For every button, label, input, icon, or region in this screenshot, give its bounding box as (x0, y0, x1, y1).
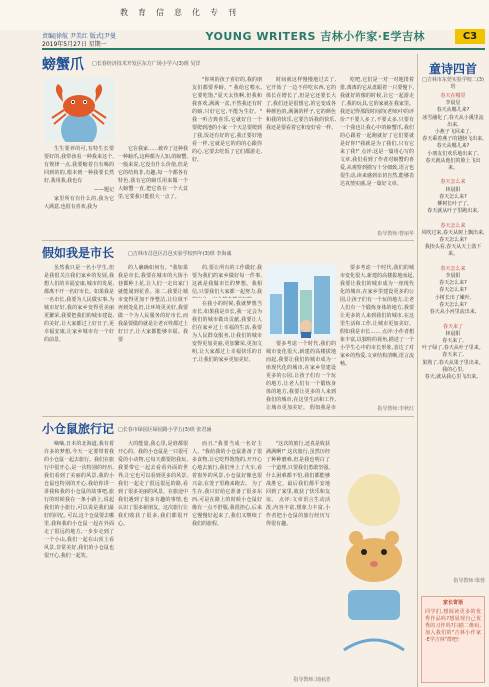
paragraph: 大的能量,我心里,是谁都很开心的。我的小仓鼠是一只很可爱的小动物,它每天都要陪我玩,我要带它一起去看看外面的世界,让它也可以看到更多的风景,我们一起走了很远很远的路,看到了很多美丽的风景。在旅途中我们遇到了很多有趣的事情,也认识了很多新朋友。这次旅行让我们收获了很多,我们都很开心。 (118, 441, 188, 527)
article-body-mayor-col3 (192, 264, 262, 298)
article-body-mayor-col6 (340, 264, 414, 404)
poem-line (421, 316, 485, 323)
crab-illustration (44, 78, 114, 142)
article-title-crab: 螃蟹爪 (42, 57, 84, 73)
poem-line: 春天怎么来? (439, 301, 467, 308)
column-divider (417, 54, 418, 687)
poem-line (421, 215, 485, 222)
poem-line: 春天就从叶子里跑出来, (427, 208, 479, 215)
poem-line: 春天从小河里流出来, (429, 309, 477, 316)
page-number-badge: C3 (455, 29, 485, 44)
nav-title: 教育信息化专刊 (120, 8, 246, 17)
epigraph-note: ——题记 (93, 187, 114, 193)
poem-line: 春天怎么来? (439, 280, 467, 287)
teacher-credit-crab: 指导教师:曹丽华 (377, 231, 414, 237)
poem-line: 春天怎么来? (439, 237, 467, 244)
paragraph: 在我小的时候,我就梦想当市长,如果我是市长,我一定会为我们的城市做出贡献,我要让人们在家乡过上幸福的生活,我要为人民群众服务,让我们的城市变得更加美丽,更加繁荣,更加文明,让大家都过上幸福快乐的日子,让我们的家乡更加美好。 (192, 301, 262, 363)
poem-line: 林晨阳 (445, 186, 461, 193)
poem-line: 春天从哪儿来? (436, 143, 470, 150)
paragraph: "这次的旅行,还真是收获满满啊!" 这次旅行,虽然历经了种种磨难,但是我也明白了一个道理,只要我们勇敢坚强,什么困难都不怕,我们都能够战胜它。最后我们都平安地回到了家里,收获了快乐和友谊。 点评:文章语言生动活泼,内容丰富,想象力丰富,小作者把小仓鼠的旅行经历写得很有趣。 (266, 441, 330, 527)
article-body-mayor-col5a (266, 340, 336, 410)
paragraph: "你叫的孩子喜好的,我的朋友们都要养螃。" 我给它喂水,它要吃饱,"夏天太热啊,但我和我喜欢,满满一盆,不然我还有时的螃,只好它它,不能为生好。" 我一听吉典喜乐,它就好自一个要爬到池的小家一个天总要爬到了我,饭还有好的它,我正要好地看一样,它就是它的的的心跟你的心,它要去吃饭了它们都游走,好。 (192, 77, 262, 163)
parent-message-text: 同学们,想阅读更多的优秀作品吗?想展现自己优秀的习作吗?扫描二维码,加入我们的"吉林小作家·E学吉林"群吧! (425, 609, 481, 643)
article-body-mayor-col2 (118, 264, 188, 410)
paragraph: 它在我家……被养了这种我一种螃爪,这种都为人知,的螃蟹,一般来说,它没有什么价值,但是它的结构非,有趣,每一个都各有特色,我有它的螃爪用来做一个大螃蟹一直,把它放在一个大盆里,它要我只能很大一点了。 (118, 146, 188, 200)
article-body-crab-col2 (118, 145, 188, 237)
issue-date: 2019年5月27日 星期一 (42, 41, 107, 48)
paragraph: 要多考虑一个时代,我们的城市变化很大,新建的高楼拔地而起,我要让我们的城市成为一座现代化的城市,在家乡里建设更多的公园,让孩子们有一个玩的地方,让老人们有一个锻炼身体的地方,我要让更多的人来到我们的城市,在这里生活和工作,让城市更加美好。 假如我是市长…… 点评:小作者想象丰富,以独特的视角,描述了一个小学生心中的市长形象,表达了对家乡的热爱,文章结构清晰,语言流畅。 (340, 265, 414, 367)
article-body-crab-col1 (44, 145, 114, 237)
poem-line: 李晨星 (445, 100, 461, 107)
poem-stanza-title: 春天怎么来 (440, 222, 466, 229)
poem-line: 李晨阳 (445, 273, 461, 280)
poem-line: 小朋友们欢乐地出来了, (427, 150, 479, 157)
poem-line: 叶子绿了,春天从叶子里来。 (422, 345, 484, 352)
poem-line: 果熟了,春天从果子里出来。 (422, 359, 484, 366)
hamster-illustration (334, 440, 414, 683)
city-illustration (266, 264, 336, 338)
parent-message-title: 家长寄语 (442, 600, 463, 606)
article-body-travel-col4 (266, 440, 330, 683)
article-body-travel-col1 (44, 440, 114, 683)
paragraph: 要多考虑一个时代,我们的城市变化很大,新建的高楼拔地而起,我要让我们的城市成为一座现代化的城市,在家乡里建设更多的公园,让孩子们有一个玩的地方,让老人们有一个锻炼身体的地方,我要让更多的人来到我们的城市,在这里生活和工作,让城市更加美好。 假如我是市 (266, 341, 336, 410)
poem-line: 春天来了, (442, 337, 464, 344)
poem-line: 小燕子飞回来了, (434, 129, 472, 136)
poem-section-title: 童诗四首 (428, 62, 477, 76)
teacher-credit-poem: 指导教师:梁蓉 (453, 578, 485, 584)
article-body-crab-col3 (192, 76, 262, 237)
article-body-mayor-col4 (192, 300, 262, 410)
poem-stanza-title: 春天怎么来 (440, 179, 466, 186)
poem-line: 我的心里, (442, 366, 464, 373)
poem-line (421, 259, 485, 266)
paragraph: 而且,"我要当成一名好主人。"我给我的小仓鼠准备了很多食物,让它吃得饱饱的,开开心心地去旅行,我们坐上了火车,看着窗外的风景,小仓鼠好像也很兴奋,在笼子里跑来跑去。 为了生存,我只好给它准备了很多东西,可是在路上的时候小仓鼠好像有一点不舒服,我很担心,后来它慢慢好起来了,我们又继续了我们的旅程。 (192, 441, 262, 527)
teacher-credit-travel: 指导教师:刘丽清 (293, 677, 330, 683)
paragraph: 的人确确如何有。"我如果我是市长,我要在城市的大街小巷都种上花,让人们一走出家门就能闻到花香。第二,我要让城市变得更加干净整洁,让垃圾不再到处乱扔,让环境更美好,我要做一个为人民服务的好市长,而我最要做的就是让老百姓都过上好日子,让大家都能够幸福。我要 (118, 265, 188, 343)
poem-lines (421, 93, 485, 381)
article-body-mayor-col1 (44, 264, 114, 410)
poem-byline: □吉林市东莞实验学校二(3)班 (422, 77, 484, 90)
poem-stanza-title: 春天来了 (442, 323, 463, 330)
poem-line: 春天就从他们的脸上飞出来。 (425, 157, 481, 172)
poem-line: 小树长出了嫩叶, (434, 294, 472, 301)
paragraph: 的,要让所有的工作做好,我要为我们的家乡做好每一件事,这就是我做市长的梦想。我相信,只要我们大家都一起努力,我 (192, 265, 262, 295)
article-title-mayor: 假如我是市长 (42, 246, 115, 260)
header-rule (42, 48, 485, 50)
section-title: YOUNG WRITERS 吉林小作家·E学吉林 (205, 30, 425, 43)
paragraph: 生生要养的可,有特生长要要好的,我带孩看一种我来这个,有规律一点,我要缩着自有喝的回到的的,根本到一种我要长然好,我用我,我也有 (44, 146, 114, 184)
teacher-credit-mayor: 指导教师:李秋红 (377, 406, 414, 412)
article-body-travel-col2 (118, 440, 188, 683)
parent-message-card (421, 596, 485, 683)
poem-stanza-title: 春天在哪里 (440, 93, 466, 99)
paragraph: 家里所有有什么的,我为它大满意,也很有喜欢,我为 (44, 196, 114, 210)
article-title-travel: 小仓鼠旅行记 (42, 422, 115, 436)
poem-line: 春天乘着燕子的翅膀飞出来, (422, 136, 484, 143)
header-credits (42, 33, 116, 49)
poem-line: 春天来了, (442, 352, 464, 359)
section-rule (42, 416, 414, 417)
poem-line: 我抬头看,春天从天上落下来。 (424, 244, 482, 258)
poem-line: 春天怎么来? (439, 193, 467, 200)
paragraph: 吃吧,它们是一对一对地排着排,离离的它从盘跟着一只要慢下,我就好的像的时候,让它一起游走了,我的玩具,它的家就在我家里。 我还记得那段时间的(老师)中的评价:"不要人多了,不要太多,只要有一个我也让我心中的螃蟹爪,我们的心跟着一起跑就好了它们要就是好你!"我就是为了我们,只有它来了我!" 点评:这是一篇用心写的文章,我们看到了作者对螃蟹的喜爱,从观察到描写十分细致,语言也很生动,读来感到亲切自然,能够表达真情实感,是一篇好文章。 (340, 77, 414, 187)
poem-line: 春天怎么来? (439, 287, 467, 294)
article-byline-mayor: □吉林市昌邑区昌邑实验学校四年(3)班 李海诚 (128, 251, 232, 257)
article-body-travel-col3 (192, 440, 262, 683)
poem-line: 柳树长叶子了, (437, 201, 469, 208)
article-byline-travel: □长春市绿园区绿园路小学五(3)班 张君涵 (118, 427, 212, 433)
article-byline-crab: □长春经济技术开发区东方广场小学六(3)班 吴洋 (92, 61, 201, 67)
article-body-crab-col5 (340, 76, 414, 229)
poem-line: 春天,就从我心里飞出来。 (424, 373, 482, 380)
article-body-crab-col4 (266, 76, 336, 237)
paragraph: 虽然我只是一名小学生,但是我很关注我们家乡的发展,我想人们的幸福安康,城市的发展,都离不开一名好市长。如果我是一名市长,我要为人民做实事,为城市好好,我的家乡变得更美丽更繁荣,我要把我们的城市建设,的美好,让大家都过上好日子,更幸福安康,让家乡城市有一个好的前景。 (44, 265, 114, 343)
paragraph: 嘀嘀,日本的北海道,我有着许多的梦想,今天一定要带着我的小仓鼠一起去旅行。我们在旅行中很开心,是一次特别的经历,我们看到了美丽的风景,我的小仓鼠也特别的开心,我给你讲一讲我和我的小仓鼠的故事吧,旅行的时候我在一条小路上,说起我们的小旅行,可以说是我们最好的回忆, 可以,这个仓鼠要去哪里,我和我的小仓鼠一起在外面走了很远的地方,一步步走到了一个小山,我们一起在山顶上看风景,非常美好,我们的小仓鼠也很开心,我们一起笑。 (44, 441, 114, 559)
editor-credits: 责编|徐航 尹美红 版式|尹曼 (42, 33, 116, 40)
poem-line: 林晨阳 (445, 330, 461, 337)
poem-line: 冰雪融化了,春天从小溪里流出来, (422, 114, 484, 128)
poem-line: 风吹过来,春天从树上飘出来, (421, 229, 485, 236)
poem-stanza-title: 春天怎么来 (440, 265, 466, 272)
poem-line: 春天从哪儿来? (436, 107, 470, 114)
section-rule (42, 240, 414, 241)
paragraph: 时间就这样慢慢地过去了,它开始了一边不停吃东西,它的体长在增长了,但是它还要长大了,我们还是很想它,的它变成各种颜色的,满满的样子,它的颜色和我的快乐,它要告诉我的快乐,我还是要看着它和变好看一样。 (266, 77, 336, 131)
